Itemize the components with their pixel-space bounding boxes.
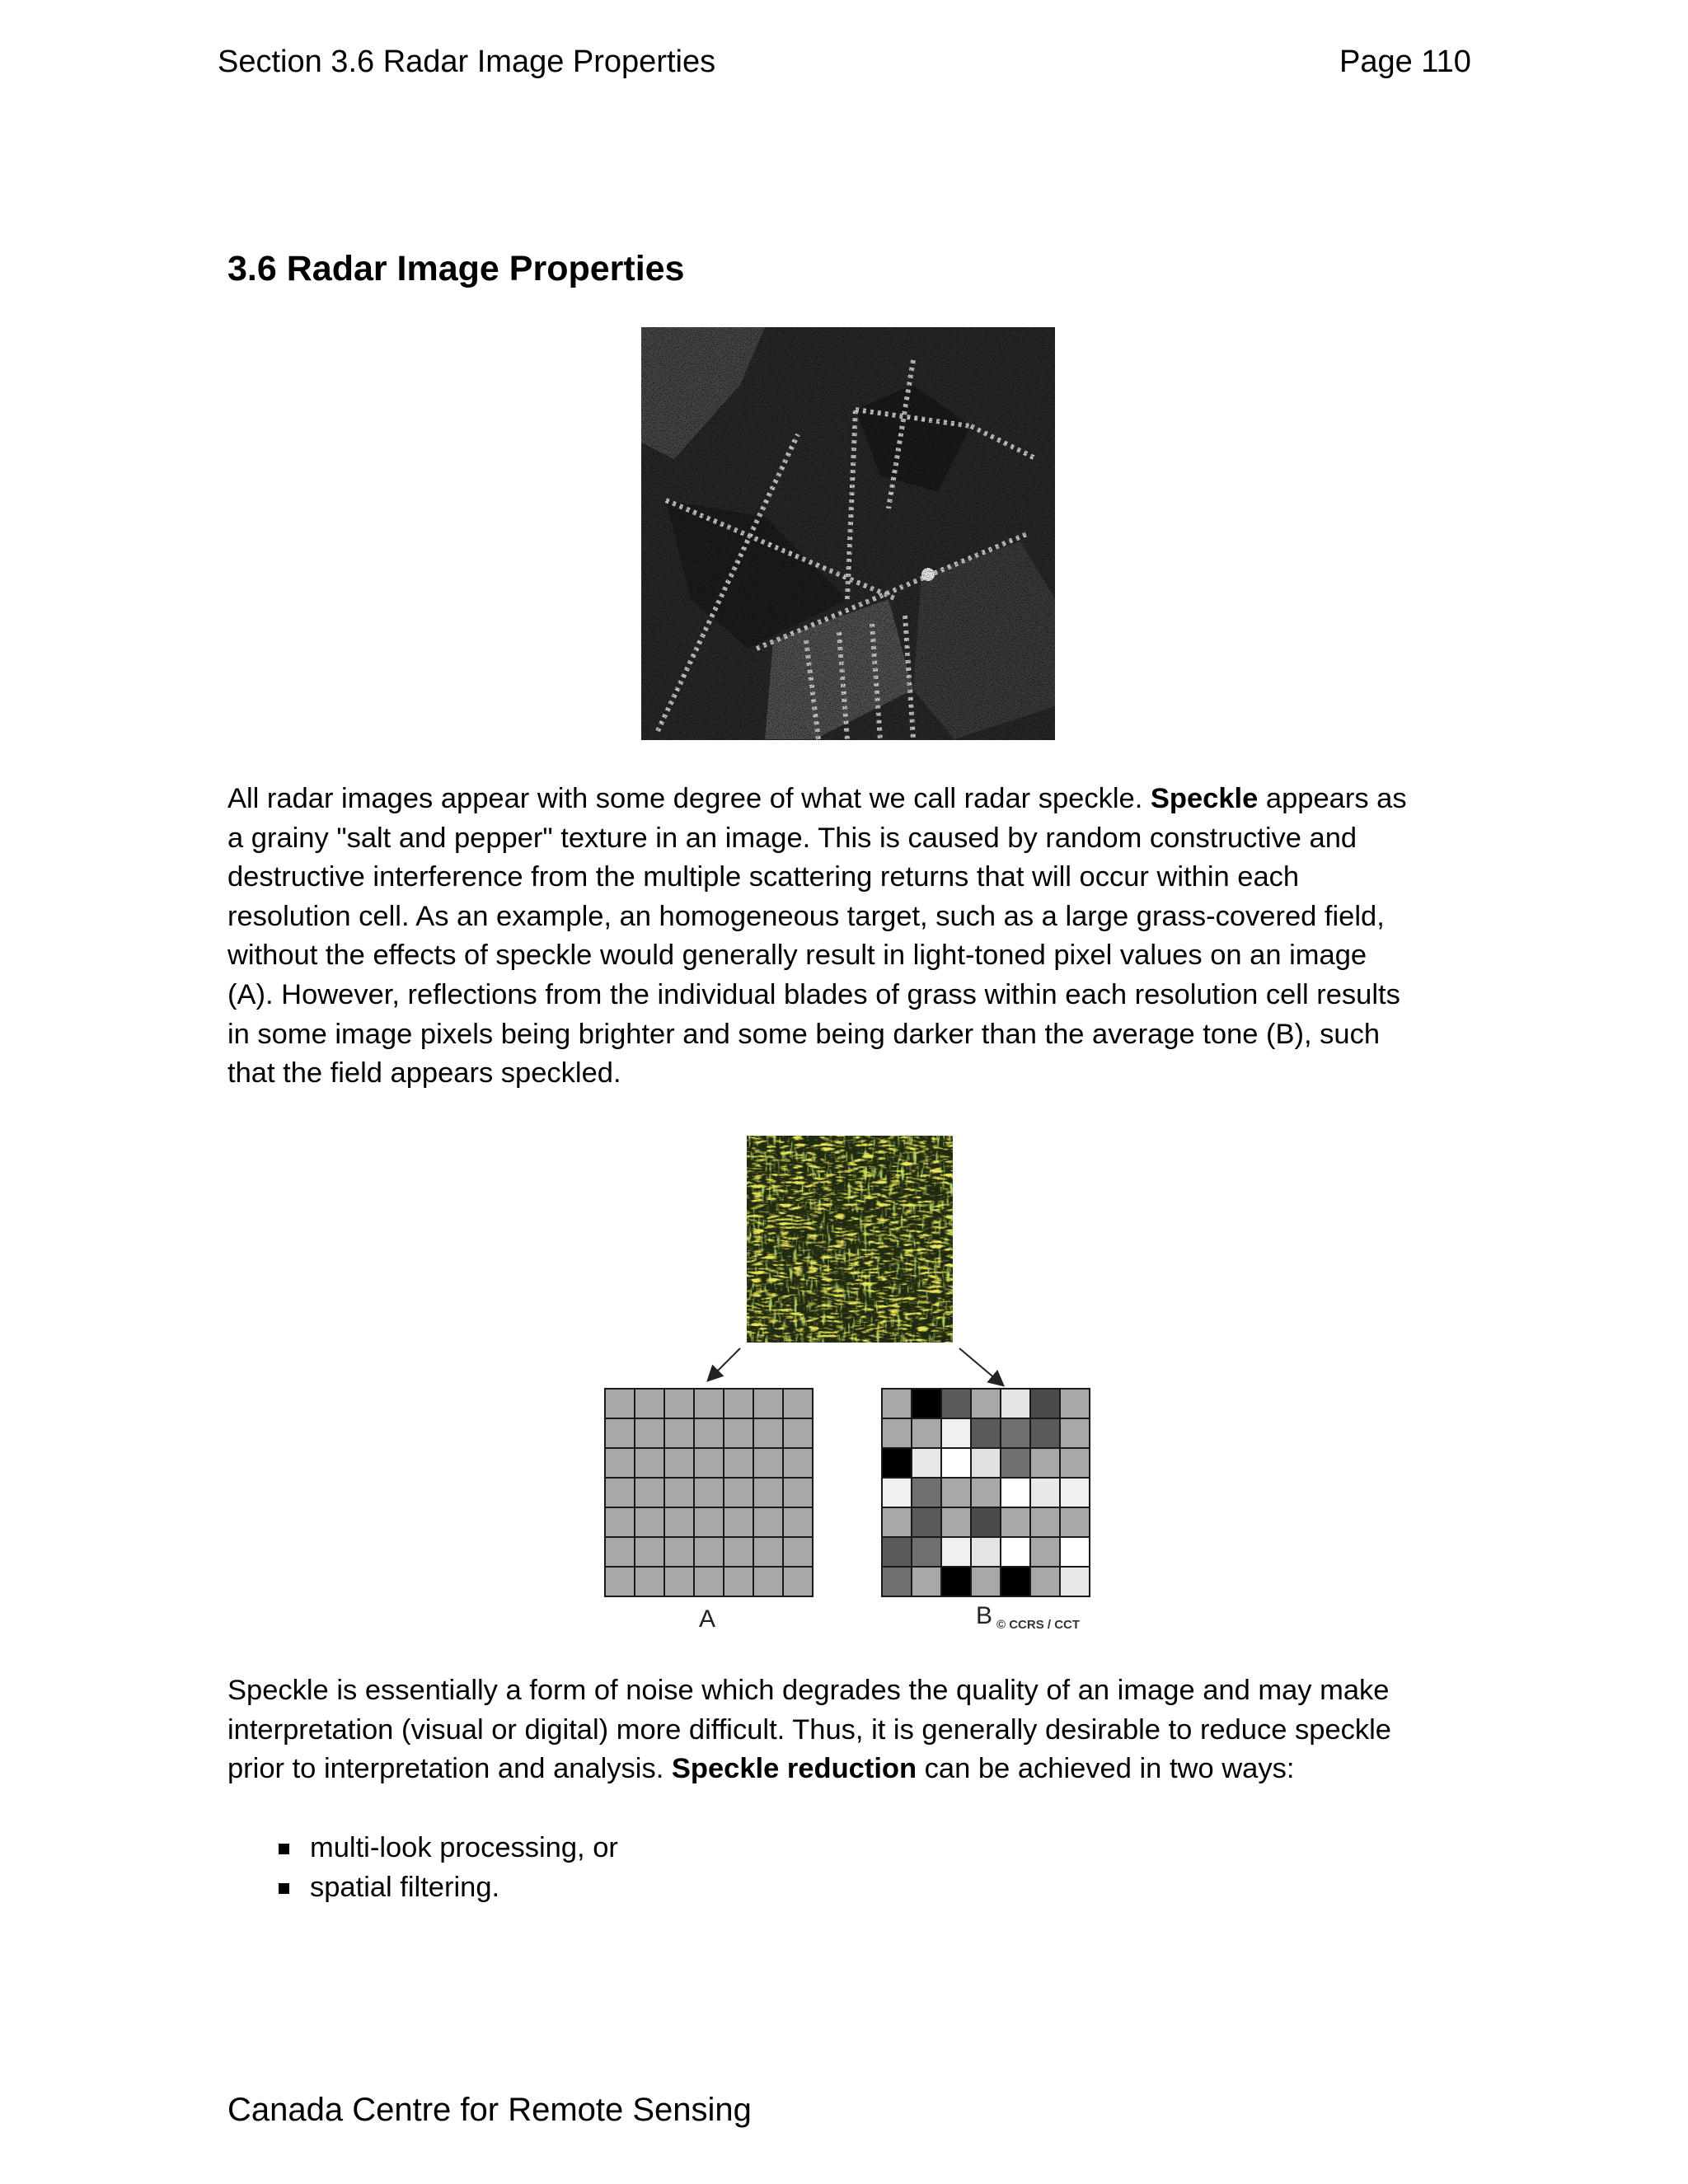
grid-pixel bbox=[605, 1537, 635, 1567]
grid-pixel bbox=[753, 1567, 783, 1596]
grid-pixel bbox=[971, 1478, 1001, 1507]
grid-pixel bbox=[605, 1418, 635, 1448]
grid-pixel bbox=[783, 1478, 813, 1507]
grid-pixel bbox=[694, 1389, 724, 1418]
uniform-pixel-grid bbox=[605, 1389, 813, 1596]
radar-speckle-image bbox=[641, 327, 1055, 740]
grid-pixel bbox=[912, 1507, 941, 1537]
grid-pixel bbox=[724, 1389, 753, 1418]
grid-pixel bbox=[635, 1567, 664, 1596]
paragraph-line: that the field appears speckled. bbox=[227, 1057, 621, 1090]
grid-pixel bbox=[971, 1507, 1001, 1537]
grid-pixel bbox=[753, 1537, 783, 1567]
grid-pixel bbox=[1001, 1537, 1030, 1567]
grid-pixel bbox=[971, 1537, 1001, 1567]
speckle-term: Speckle bbox=[1150, 783, 1259, 814]
grid-pixel bbox=[724, 1418, 753, 1448]
grid-pixel bbox=[753, 1389, 783, 1418]
grid-pixel bbox=[1060, 1389, 1090, 1418]
square-bullet-icon bbox=[279, 1844, 289, 1854]
grid-pixel bbox=[635, 1507, 664, 1537]
grid-pixel bbox=[664, 1389, 694, 1418]
grid-pixel bbox=[694, 1507, 724, 1537]
grid-pixel bbox=[783, 1507, 813, 1537]
paragraph-line: (A). However, reflections from the individual blades of grass within each resolution cell results bbox=[227, 978, 1400, 1010]
grid-pixel bbox=[724, 1448, 753, 1478]
paragraph-line: without the effects of speckle would generally result in light-toned pixel values on an image bbox=[227, 940, 1367, 972]
grid-pixel bbox=[882, 1418, 912, 1448]
section-title: 3.6 Radar Image Properties bbox=[227, 249, 685, 288]
grid-pixel bbox=[941, 1507, 971, 1537]
grid-pixel bbox=[1060, 1478, 1090, 1507]
paragraph-line: resolution cell. As an example, an homogeneous target, such as a large grass-covered field, bbox=[227, 900, 1385, 932]
arrow-to-grid-a bbox=[709, 1348, 740, 1380]
grid-pixel bbox=[753, 1507, 783, 1537]
grid-pixel bbox=[635, 1389, 664, 1418]
grid-pixel bbox=[605, 1389, 635, 1418]
grid-pixel bbox=[941, 1448, 971, 1478]
grid-pixel bbox=[694, 1418, 724, 1448]
speckle-grass-diagram bbox=[600, 1132, 1095, 1635]
grid-pixel bbox=[783, 1448, 813, 1478]
grid-pixel bbox=[664, 1567, 694, 1596]
grid-pixel bbox=[971, 1567, 1001, 1596]
grid-pixel bbox=[1001, 1389, 1030, 1418]
paragraph-line: interpretation (visual or digital) more difficult. Thus, it is generally desirable to reduce speckle bbox=[227, 1713, 1391, 1746]
paragraph-line: a grainy "salt and pepper" texture in an image. This is caused by random constructive and bbox=[227, 822, 1357, 854]
grid-pixel bbox=[664, 1478, 694, 1507]
grid-pixel bbox=[1030, 1507, 1060, 1537]
grid-pixel bbox=[912, 1537, 941, 1567]
grid-pixel bbox=[941, 1567, 971, 1596]
grid-pixel bbox=[1030, 1567, 1060, 1596]
grid-pixel bbox=[605, 1567, 635, 1596]
grid-pixel bbox=[882, 1507, 912, 1537]
grid-pixel bbox=[694, 1567, 724, 1596]
grid-pixel bbox=[635, 1478, 664, 1507]
grid-pixel bbox=[1030, 1448, 1060, 1478]
grid-pixel bbox=[753, 1448, 783, 1478]
grid-b-label: B bbox=[975, 1602, 993, 1629]
grid-pixel bbox=[1030, 1537, 1060, 1567]
grid-pixel bbox=[882, 1478, 912, 1507]
grid-a-label: A bbox=[698, 1605, 716, 1633]
grass-photo bbox=[747, 1136, 953, 1343]
grid-pixel bbox=[605, 1448, 635, 1478]
grid-pixel bbox=[664, 1507, 694, 1537]
grid-pixel bbox=[971, 1389, 1001, 1418]
speckle-reduction-paragraph bbox=[227, 1671, 1480, 1789]
grid-pixel bbox=[882, 1567, 912, 1596]
grid-pixel bbox=[1030, 1418, 1060, 1448]
grid-pixel bbox=[941, 1537, 971, 1567]
arrow-to-grid-b bbox=[959, 1348, 1002, 1385]
grid-pixel bbox=[971, 1448, 1001, 1478]
grid-pixel bbox=[753, 1418, 783, 1448]
grid-pixel bbox=[635, 1537, 664, 1567]
running-header-section: Section 3.6 Radar Image Properties bbox=[218, 45, 716, 79]
paragraph-line: in some image pixels being brighter and some being darker than the average tone (B), such bbox=[227, 1018, 1381, 1050]
grid-pixel bbox=[635, 1448, 664, 1478]
footer-organization: Canada Centre for Remote Sensing bbox=[227, 2092, 752, 2128]
grid-pixel bbox=[694, 1478, 724, 1507]
grid-pixel bbox=[1060, 1507, 1090, 1537]
grid-pixel bbox=[1001, 1507, 1030, 1537]
grid-pixel bbox=[724, 1537, 753, 1567]
grid-pixel bbox=[724, 1478, 753, 1507]
speckle-reduction-methods-list bbox=[227, 1828, 618, 1907]
grid-pixel bbox=[783, 1537, 813, 1567]
grid-pixel bbox=[1030, 1389, 1060, 1418]
grid-pixel bbox=[941, 1418, 971, 1448]
grid-pixel bbox=[724, 1507, 753, 1537]
grid-pixel bbox=[1060, 1567, 1090, 1596]
paragraph-line: prior to interpretation and analysis. Speckle reduction can be achieved in two ways: bbox=[227, 1753, 1295, 1785]
grid-pixel bbox=[635, 1418, 664, 1448]
grid-pixel bbox=[1001, 1418, 1030, 1448]
grid-pixel bbox=[1001, 1448, 1030, 1478]
paragraph-line: Speckle is essentially a form of noise which degrades the quality of an image and may make bbox=[227, 1675, 1390, 1706]
grid-pixel bbox=[664, 1537, 694, 1567]
grid-pixel bbox=[912, 1389, 941, 1418]
grid-pixel bbox=[664, 1448, 694, 1478]
grid-pixel bbox=[694, 1537, 724, 1567]
running-header-page-number: Page 110 bbox=[1339, 45, 1471, 79]
grid-pixel bbox=[912, 1478, 941, 1507]
grid-pixel bbox=[912, 1567, 941, 1596]
grid-pixel bbox=[1060, 1418, 1090, 1448]
speckle-intro-paragraph bbox=[227, 780, 1480, 1094]
grid-pixel bbox=[1060, 1448, 1090, 1478]
speckled-pixel-grid bbox=[882, 1389, 1090, 1596]
grid-pixel bbox=[912, 1448, 941, 1478]
paragraph-line: All radar images appear with some degree of what we call radar speckle. Speckle appears as bbox=[227, 783, 1407, 814]
grid-pixel bbox=[941, 1478, 971, 1507]
grid-pixel bbox=[912, 1418, 941, 1448]
grid-pixel bbox=[1001, 1567, 1030, 1596]
grid-pixel bbox=[941, 1389, 971, 1418]
grid-pixel bbox=[694, 1448, 724, 1478]
list-item: spatial filtering. bbox=[227, 1868, 618, 1907]
grid-pixel bbox=[783, 1418, 813, 1448]
grid-pixel bbox=[1001, 1478, 1030, 1507]
grid-pixel bbox=[882, 1448, 912, 1478]
grid-pixel bbox=[605, 1507, 635, 1537]
grid-pixel bbox=[971, 1418, 1001, 1448]
grid-pixel bbox=[882, 1537, 912, 1567]
grid-pixel bbox=[783, 1567, 813, 1596]
paragraph-line: destructive interference from the multiple scattering returns that will occur within each bbox=[227, 861, 1300, 893]
grid-pixel bbox=[605, 1478, 635, 1507]
grid-pixel bbox=[724, 1567, 753, 1596]
grid-pixel bbox=[664, 1418, 694, 1448]
speckle-reduction-term: Speckle reduction bbox=[671, 1753, 917, 1785]
grid-pixel bbox=[753, 1478, 783, 1507]
square-bullet-icon bbox=[279, 1883, 289, 1894]
grid-pixel bbox=[1030, 1478, 1060, 1507]
grid-pixel bbox=[783, 1389, 813, 1418]
copyright-credit: © CCRS / CCT bbox=[996, 1618, 1081, 1632]
list-item: multi-look processing, or bbox=[227, 1828, 618, 1868]
grid-pixel bbox=[882, 1389, 912, 1418]
grid-pixel bbox=[1060, 1537, 1090, 1567]
